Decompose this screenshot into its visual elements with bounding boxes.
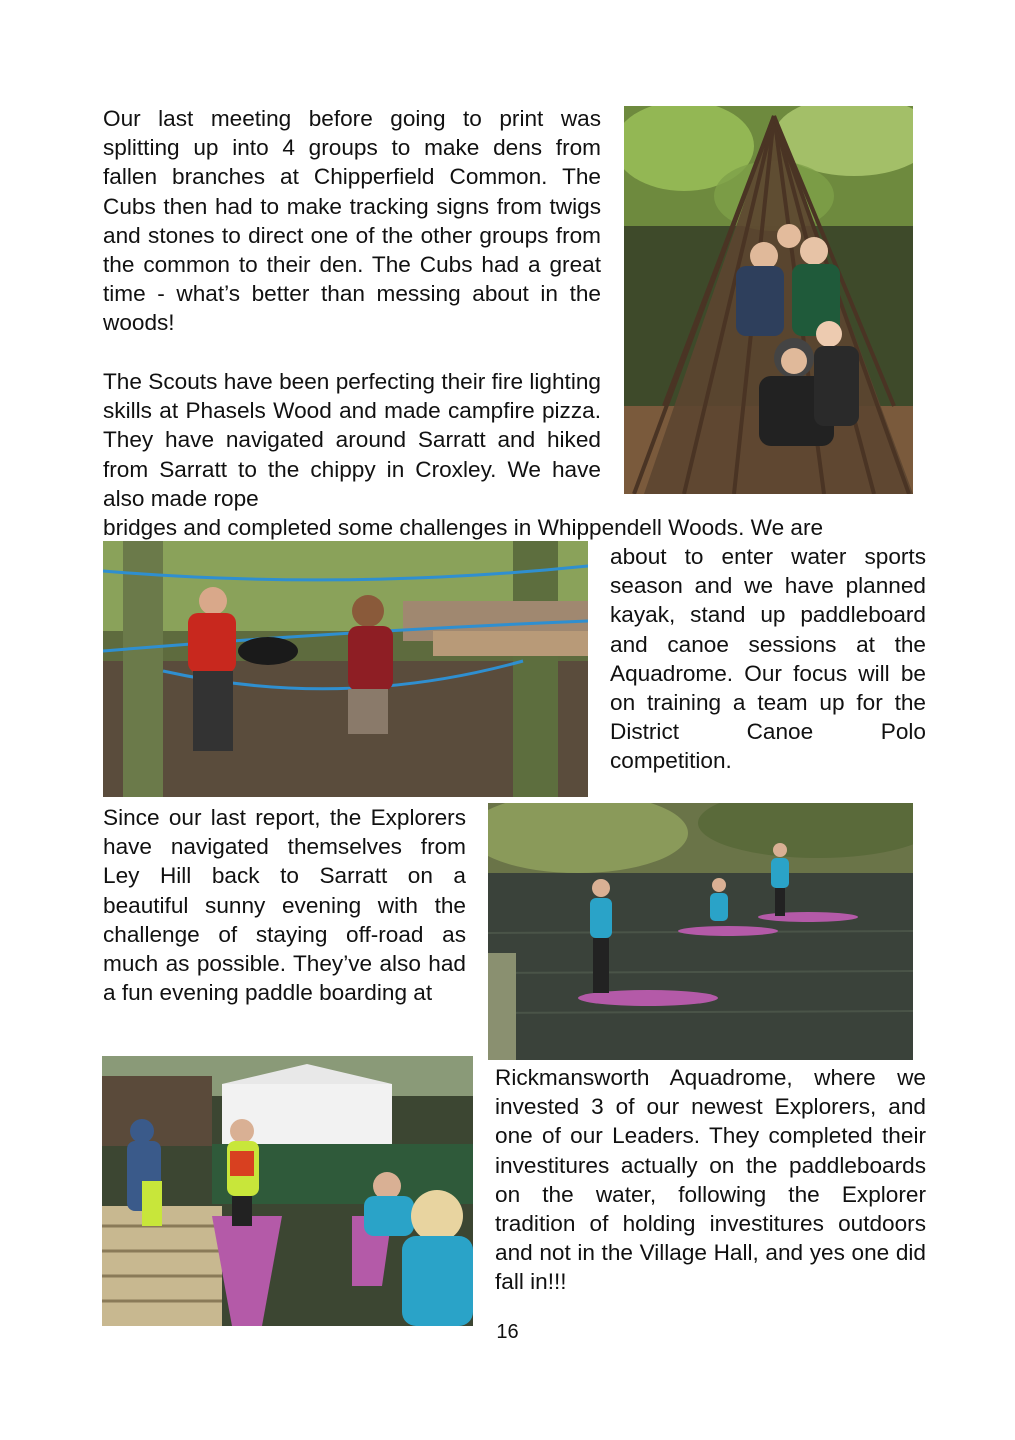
explorers-paragraph-left: Since our last report, the Explorers have navigated themselves from Ley Hill back to Sarratt on a beautiful sunny evening with the challenge of staying off-road as much as possible. They’ve also had a fun evening paddle boarding at: [103, 805, 466, 1006]
den-photo: [624, 106, 913, 494]
scouts-paragraph-top: The Scouts have been perfecting their fire lighting skills at Phasels Wood and made campfire pizza. They have navigated around Sarratt and hiked from Sarratt to the chippy in Croxley. We have also made rope: [103, 369, 601, 511]
rope-bridge-photo: [103, 541, 588, 797]
paddleboard-river-photo: [488, 803, 913, 1060]
explorers-paragraph-right: Rickmansworth Aquadrome, where we invested 3 of our newest Explorers, and one of our Leaders. They completed their investitures actually on the paddleboards on the water, following the Explorer tradition of holding investitures outdoors and not in the Village Hall, and yes one did fall in!!!: [495, 1065, 926, 1295]
page-number: 16: [496, 1321, 519, 1343]
scouts-paragraph-side: about to enter water sports season and we have planned kayak, stand up paddleboard and canoe sessions at the Aquadrome. Our focus will be on training a team up for the District Canoe Polo competition.: [610, 544, 926, 774]
pontoon-photo: [102, 1056, 473, 1326]
cubs-paragraph: Our last meeting before going to print was splitting up into 4 groups to make dens from fallen branches at Chipperfield Common. The Cubs then had to make tracking signs from twigs and stones to direct one of the other groups from the common to their den. The Cubs had a great time - what’s better than messing about in the woods!: [103, 106, 601, 336]
scouts-paragraph-full-line: bridges and completed some challenges in Whippendell Woods. We are: [103, 515, 824, 540]
